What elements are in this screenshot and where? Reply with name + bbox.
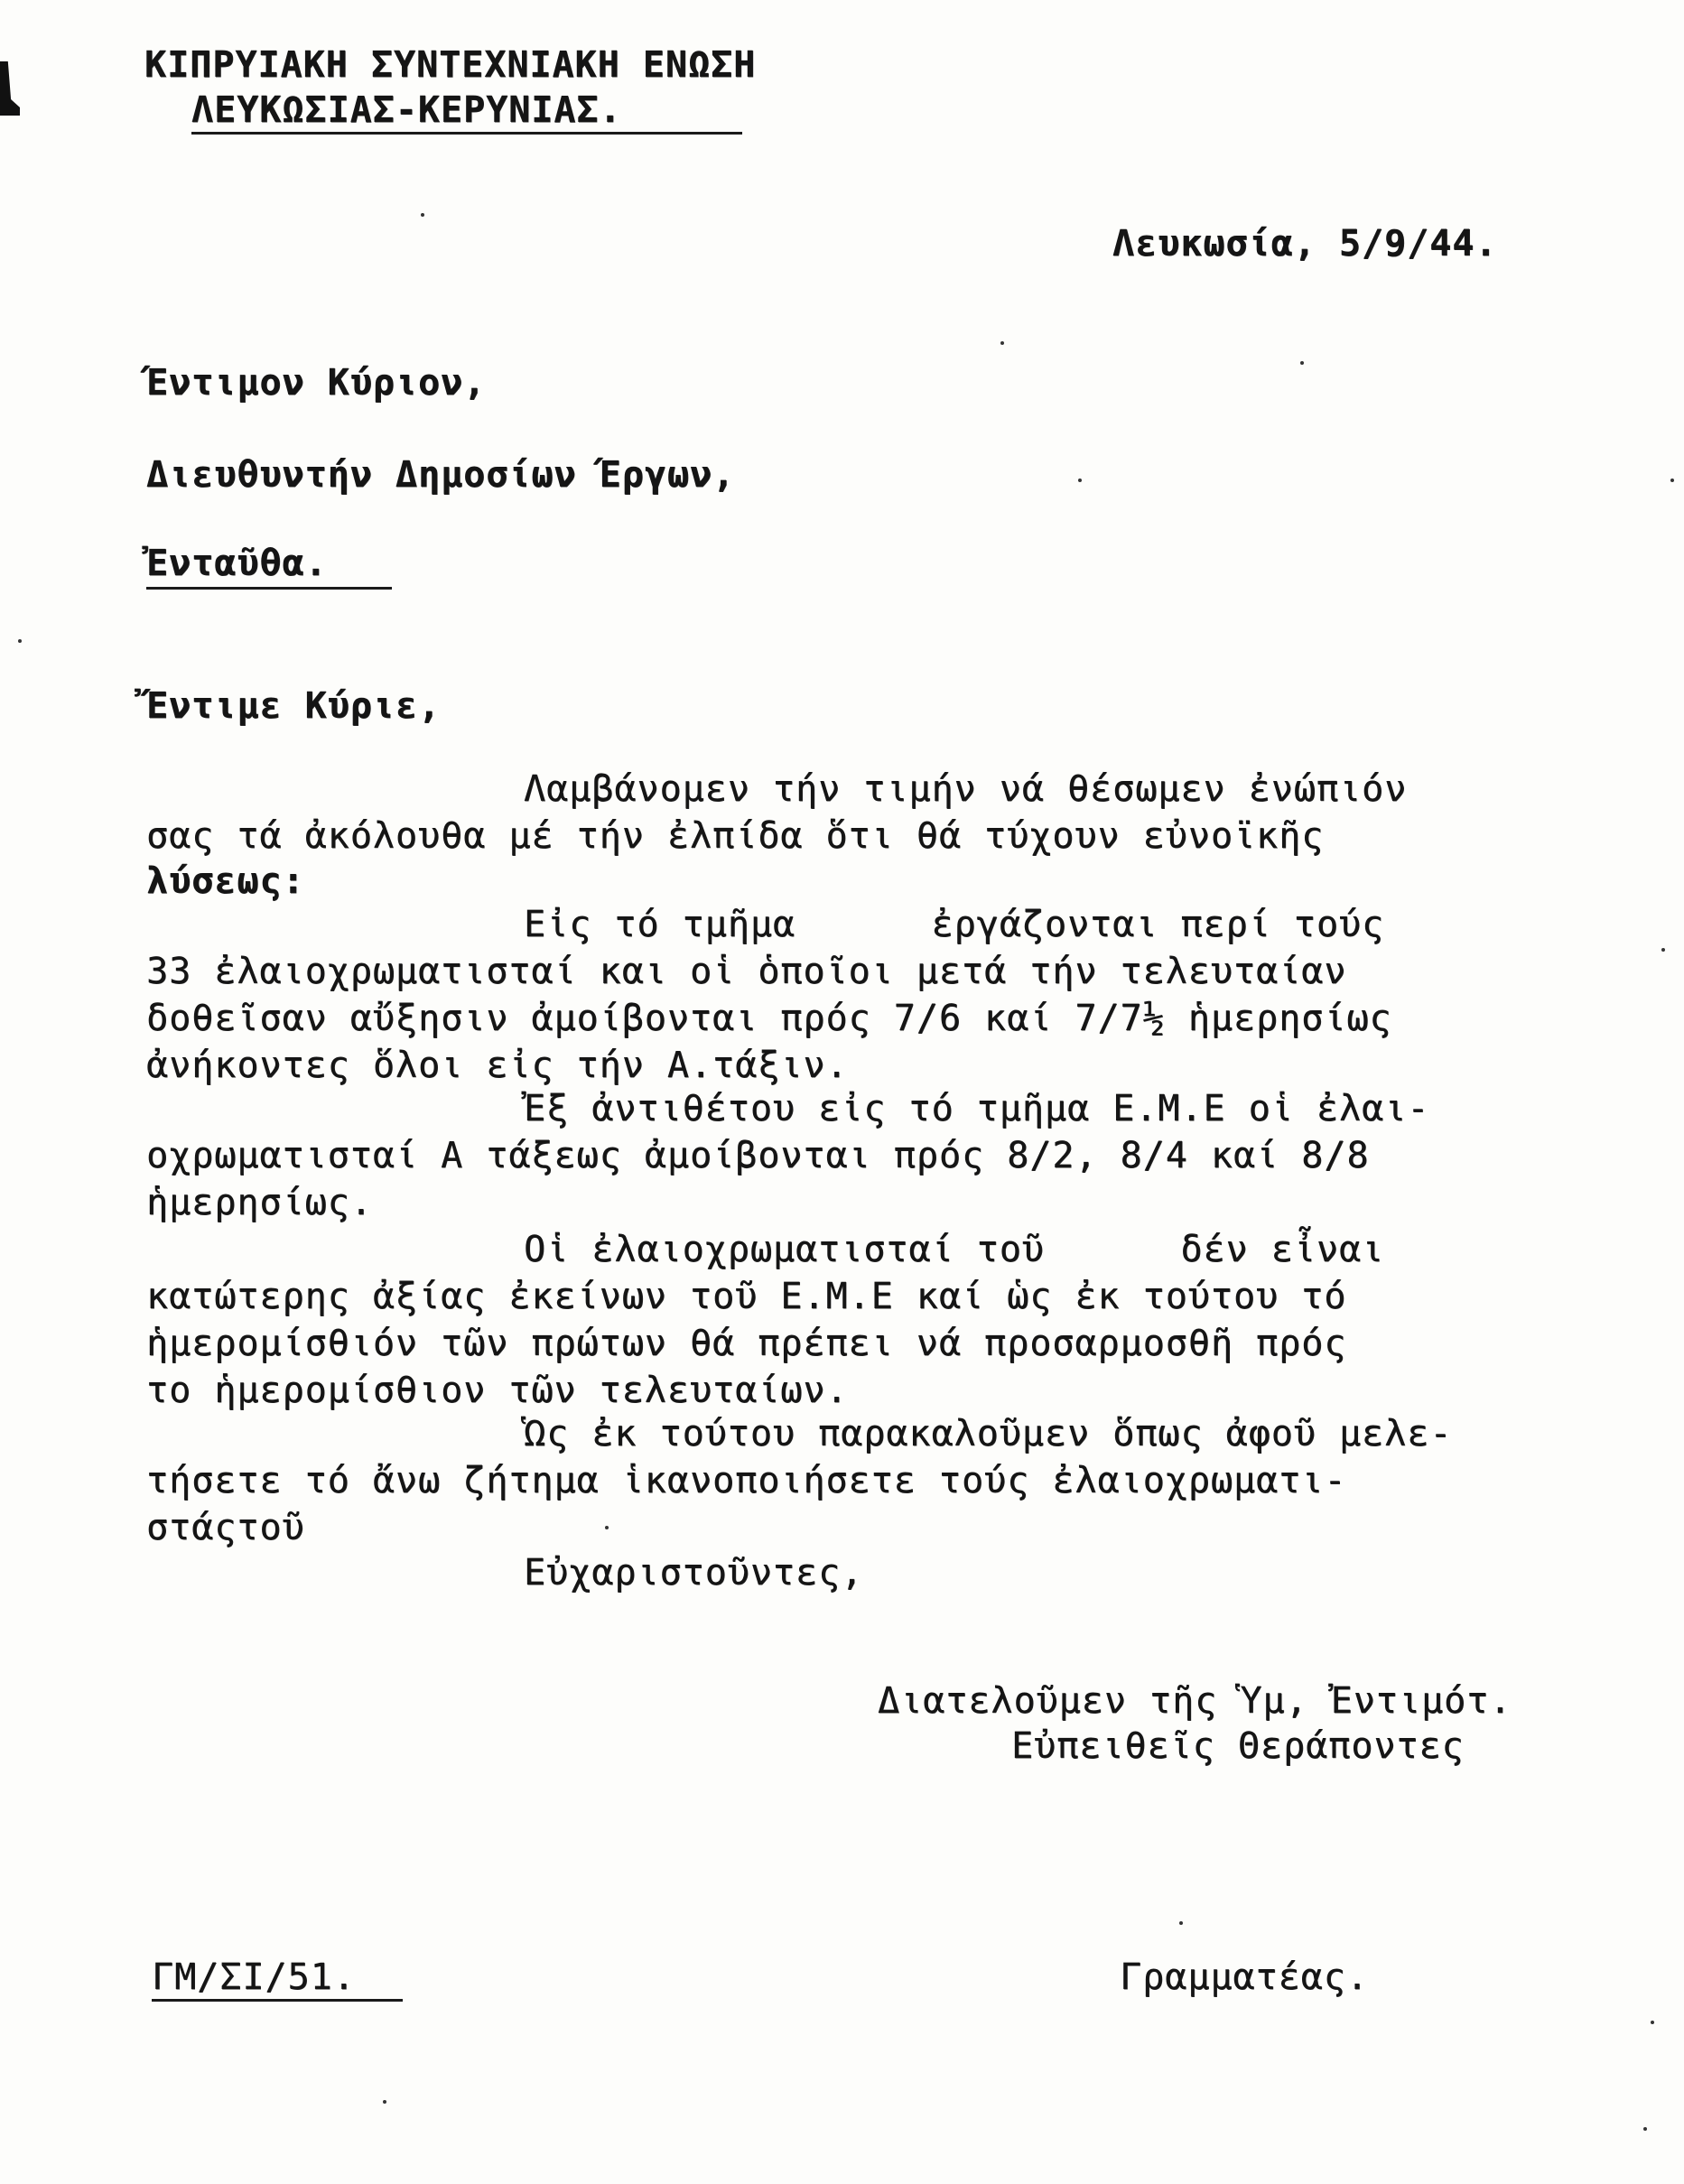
body-p1-line3: λύσεως: <box>146 860 305 902</box>
salutation: Ἔντιμε Κύριε, <box>146 685 442 727</box>
signatory: Γραμματέας. <box>1120 1956 1369 1998</box>
date-line: Λευκωσία, 5/9/44. <box>1112 223 1498 265</box>
scan-speck <box>383 2100 386 2104</box>
closing-line2: Εὐπειθεῖς Θεράποντες <box>1011 1725 1465 1767</box>
scan-speck <box>1670 479 1674 482</box>
body-p2-line4: ἀνήκοντες ὅλοι εἰς τήν Α.τάξιν. <box>146 1045 849 1086</box>
body-p4-line4: το ἡμερομίσθιον τῶν τελευταίων. <box>146 1370 849 1411</box>
scan-speck <box>421 213 424 217</box>
body-p3-line1: Ἐξ ἀντιθέτου εἰς τό τμῆμα Ε.Μ.Ε οἱ ἐλαι- <box>524 1088 1430 1129</box>
letterhead-line1: ΚΙΠΡΥΙΑΚΗ ΣΥΝΤΕΧΝΙΑΚΗ ΕΝΩΣΗ <box>144 44 757 86</box>
scan-speck <box>18 639 22 643</box>
scan-speck <box>1179 1921 1183 1925</box>
scan-speck <box>1078 479 1082 482</box>
body-p1-line2: σας τά ἀκόλουθα μέ τήν ἐλπίδα ὅτι θά τύχουν εὐνοϊκῆς <box>146 815 1325 857</box>
reference-underline <box>152 1999 403 2002</box>
body-p4-line1: Οἱ ἐλαιοχρωματισταί τοῦ δέν εἶναι <box>524 1229 1385 1270</box>
body-p4-line2: κατώτερης ἀξίας ἐκείνων τοῦ Ε.Μ.Ε καί ὡς ἐκ τούτου τό <box>146 1276 1347 1317</box>
body-p2-line3: δοθεῖσαν αὔξησιν ἀμοίβονται πρός 7/6 καί 7/7½ ἡμερησίως <box>146 998 1392 1039</box>
body-p2-line1: Εἰς τό τμῆμα ἐργάζονται περί τούς <box>524 904 1385 945</box>
body-p5-line3: στάςτοῦ <box>146 1507 305 1548</box>
letterhead-line2: ΛΕΥΚΩΣΙΑΣ-ΚΕΡΥΝΙΑΣ. <box>191 89 622 131</box>
body-p1-line1: Λαμβάνομεν τήν τιμήν νά θέσωμεν ἐνώπιόν <box>524 768 1408 810</box>
scan-speck <box>1661 948 1665 952</box>
addressee-line2: Διευθυντήν Δημοσίων Έργων, <box>146 454 736 496</box>
closing-line1: Διατελοῦμεν τῆς Ὑμ, Ἐντιμότ. <box>878 1680 1512 1722</box>
letterhead-underline <box>191 132 742 135</box>
body-p3-line3: ἡμερησίως. <box>146 1182 373 1223</box>
reference-number: ΓΜ/ΣΙ/51. <box>152 1956 356 1998</box>
body-p3-line2: οχρωματισταί Α τάξεως ἀμοίβονται πρός 8/2, 8/4 καί 8/8 <box>146 1135 1370 1176</box>
addressee-line1: Έντιμον Κύριον, <box>146 362 487 404</box>
scan-speck <box>1643 2127 1647 2131</box>
body-p2-line2: 33 ἐλαιοχρωματισταί και οἱ ὁποῖοι μετά τήν τελευταίαν <box>146 951 1347 992</box>
scan-speck <box>1300 361 1304 365</box>
body-p4-line3: ἡμερομίσθιόν τῶν πρώτων θά πρέπει νά προσαρμοσθῆ πρός <box>146 1323 1347 1364</box>
body-p5-line2: τήσετε τό ἄνω ζήτημα ἱκανοποιήσετε τούς ἐλαιοχρωματι- <box>146 1460 1347 1501</box>
addressee-underline <box>146 587 392 590</box>
scan-speck <box>1000 341 1004 345</box>
addressee-line3: Ἐνταῦθα. <box>146 543 328 584</box>
body-p5-line1: Ὡς ἐκ τούτου παρακαλοῦμεν ὅπως ἀφοῦ μελε- <box>524 1413 1453 1454</box>
scan-speck <box>1651 2021 1654 2024</box>
punch-hole-mark <box>0 61 20 116</box>
scan-speck <box>605 1526 609 1529</box>
body-thanks: Εὐχαριστοῦντες, <box>524 1552 864 1594</box>
